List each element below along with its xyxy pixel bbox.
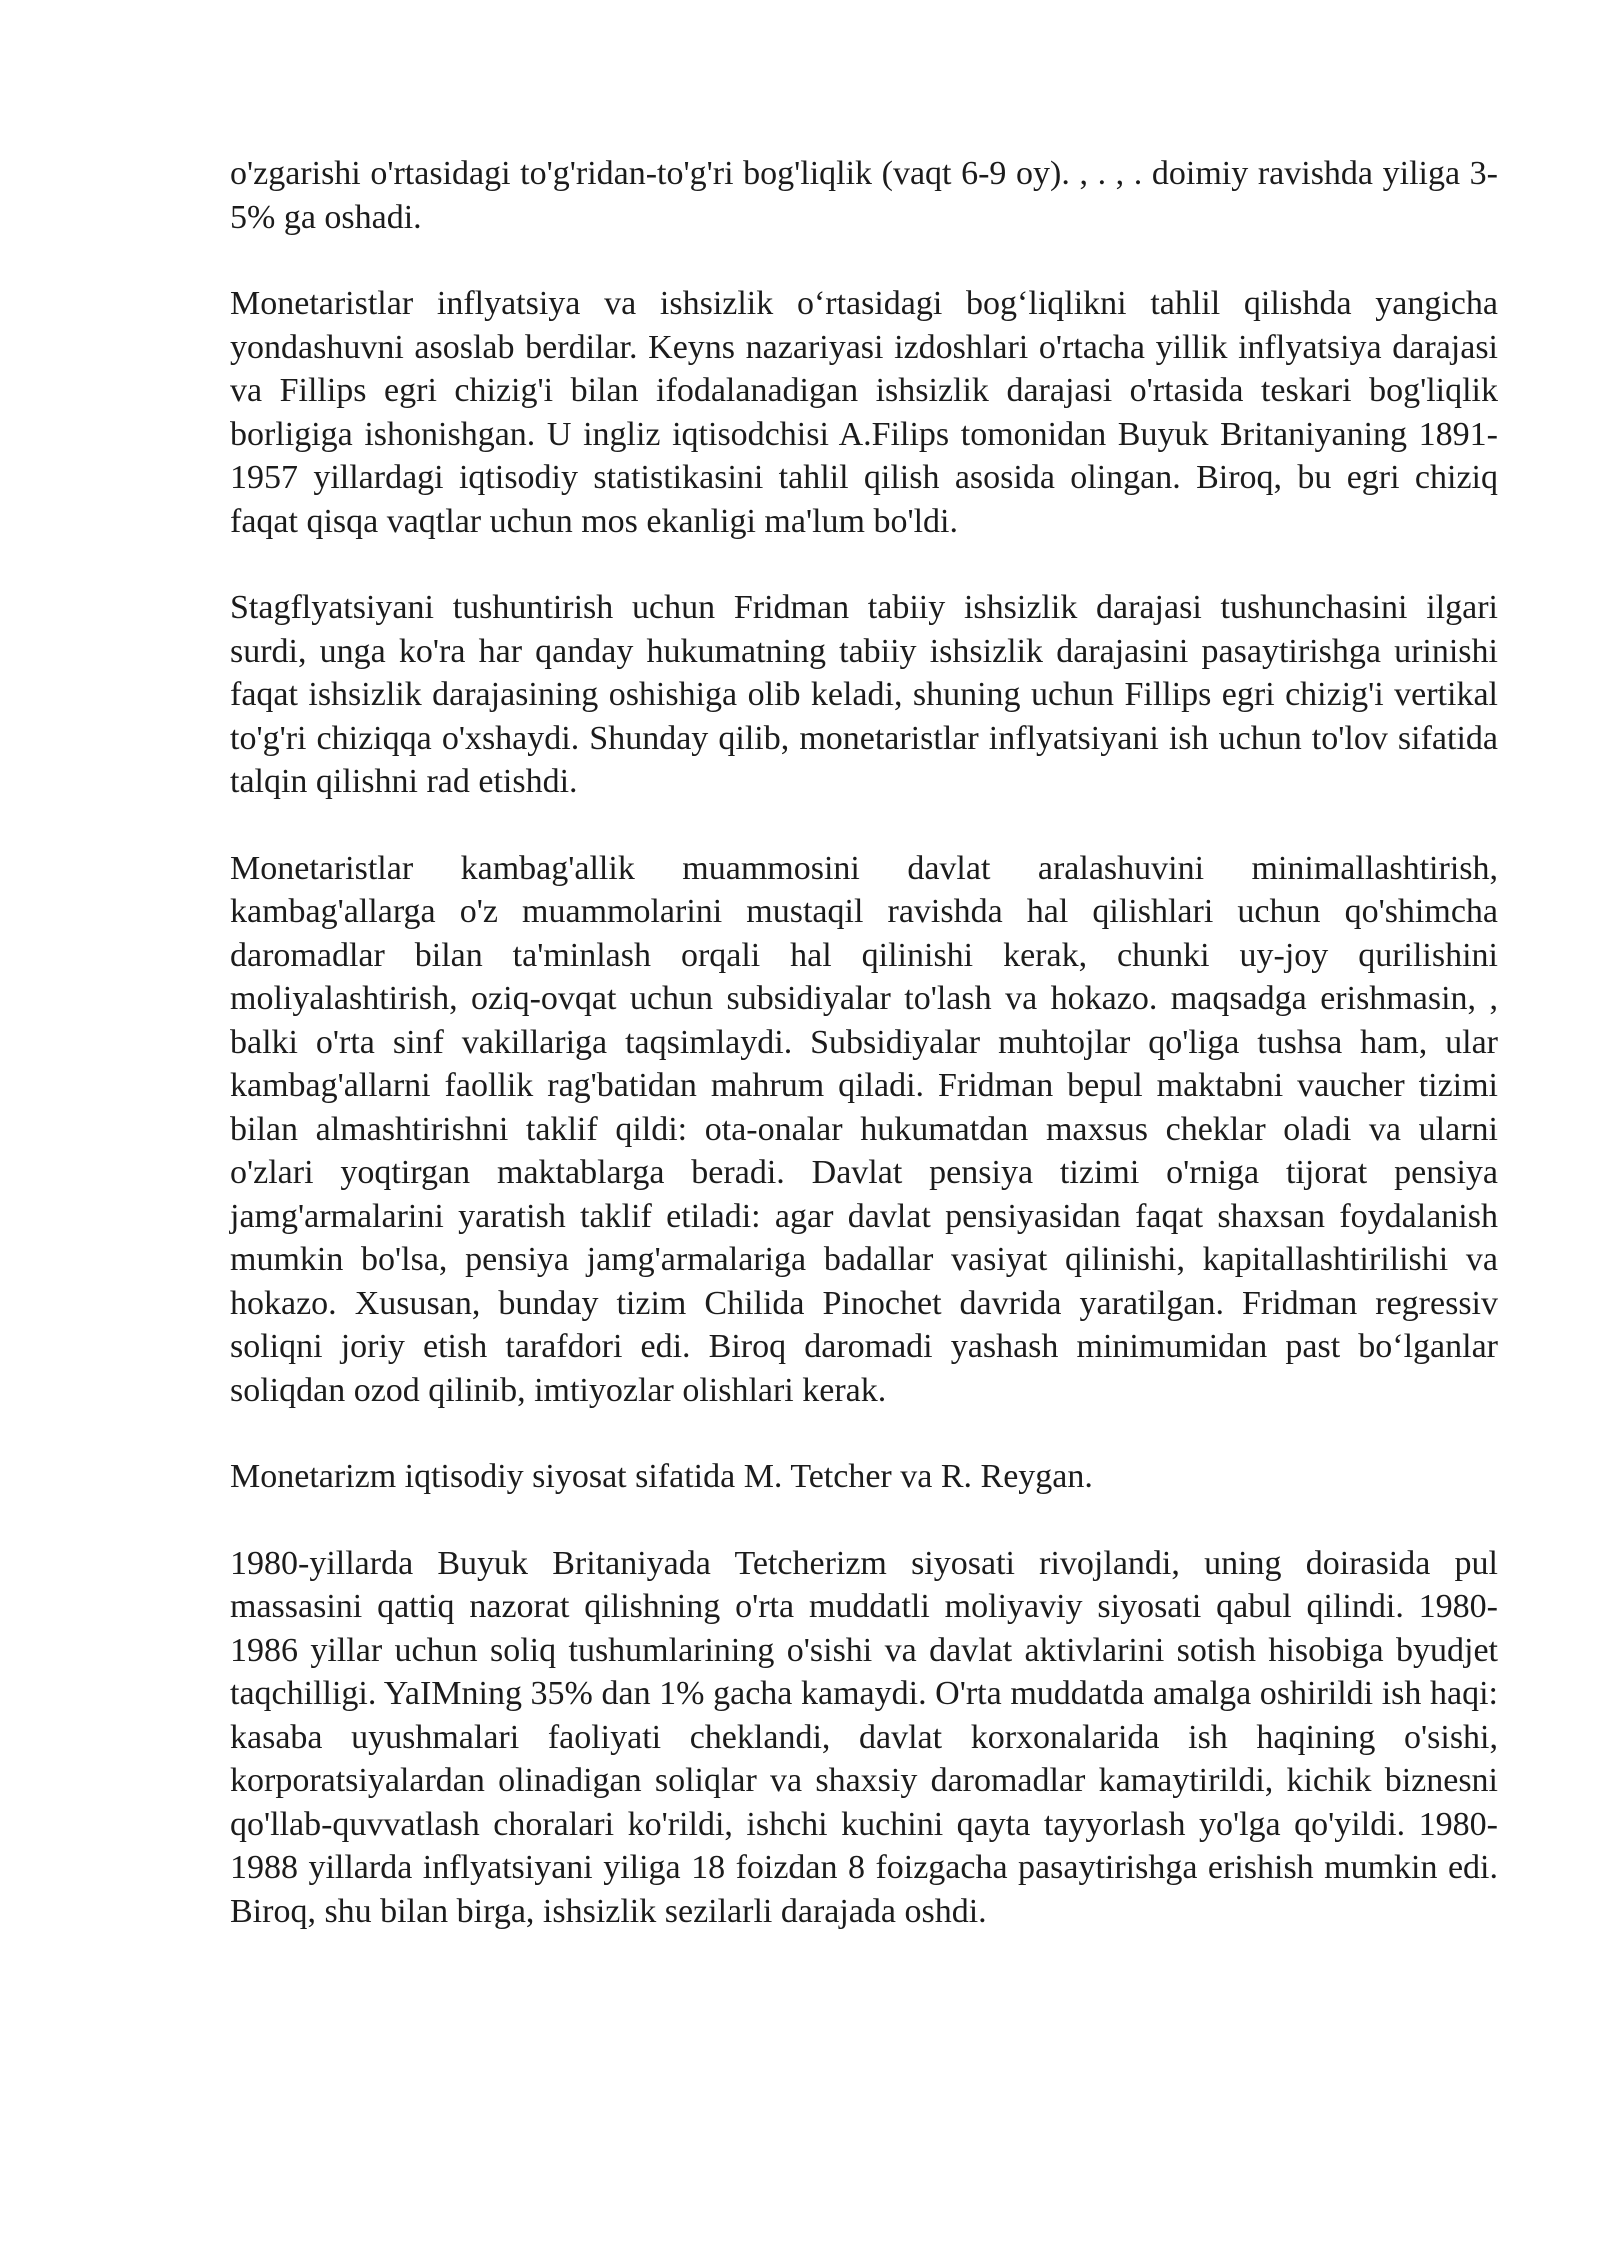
paragraph-4: Monetaristlar kambag'allik muammosini davlat aralashuvini minimallashtirish, kambag'allarga o'z muammolarini mustaqil ravishda hal qilishlari uchun qo'shimcha daromadlar bilan ta'minlash orqali hal qilinishi kerak, chunki uy-joy qurilishini moliyalashtirish, oziq-ovqat uchun subsidiyalar to'lash va hokazo. maqsadga erishmasin, , balki o'rta sinf vakillariga taqsimlaydi. Subsidiyalar muhtojlar qo'liga tushsa ham, ular kambag'allarni faollik rag'batidan mahrum qiladi. Fridman bepul maktabni vaucher tizimi bilan almashtirishni taklif qildi: ota-onalar hukumatdan maxsus cheklar oladi va ularni o'zlari yoqtirgan maktablarga beradi. Davlat pensiya tizimi o'rniga tijorat pensiya jamg'armalarini yaratish taklif etiladi: agar davlat pensiyasidan faqat shaxsan foydalanish mumkin bo'lsa, pensiya jamg'armalariga badallar vasiyat qilinishi, kapitallashtirilishi va hokazo. Xususan, bunday tizim Chilida Pinochet davrida yaratilgan. Fridman regressiv soliqni joriy etish tarafdori edi. Biroq daromadi yashash minimumidan past bo‘lganlar soliqdan ozod qilinib, imtiyozlar olishlari kerak. (230, 849, 1498, 1409)
paragraph-6: 1980-yillarda Buyuk Britaniyada Tetcherizm siyosati rivojlandi, uning doirasida pul massasini qattiq nazorat qilishning o'rta muddatli moliyaviy siyosati qabul qilindi. 1980-1986 yillar uchun soliq tushumlarining o'sishi va davlat aktivlarini sotish hisobiga byudjet taqchilligi. YaIMning 35% dan 1% gacha kamaydi. O'rta muddatda amalga oshirildi ish haqi: kasaba uyushmalari faoliyati cheklandi, davlat korxonalarida ish haqining o'sishi, korporatsiyalardan olinadigan soliqlar va shaxsiy daromadlar kamaytirildi, kichik biznesni qo'llab-quvvatlash choralari ko'rildi, ishchi kuchini qayta tayyorlash yo'lga qo'yildi. 1980-1988 yillarda inflyatsiyani yiliga 18 foizdan 8 foizgacha pasaytirishga erishish mumkin edi. Biroq, shu bilan birga, ishsizlik sezilarli darajada oshdi. (230, 1544, 1498, 1930)
paragraph-2: Monetaristlar inflyatsiya va ishsizlik o‘rtasidagi bog‘liqlikni tahlil qilishda yangicha yondashuvni asoslab berdilar. Keyns nazariyasi izdoshlari o'rtacha yillik inflyatsiya darajasi va Fillips egri chizig'i bilan ifodalanadigan ishsizlik darajasi o'rtasida teskari bog'liqlik borligiga ishonishgan. U ingliz iqtisodchisi A.Filips tomonidan Buyuk Britaniyaning 1891-1957 yillardagi iqtisodiy statistikasini tahlil qilish asosida olingan. Biroq, bu egri chiziq faqat qisqa vaqtlar uchun mos ekanligi ma'lum bo'ldi. (230, 285, 1498, 540)
paragraph-1: o'zgarishi o'rtasidagi to'g'ridan-to'g'ri bog'liqlik (vaqt 6-9 oy). , . , . doimiy ravishda yiliga 3-5% ga oshadi. (230, 155, 1498, 236)
paragraph-3: Stagflyatsiyani tushuntirish uchun Fridman tabiiy ishsizlik darajasi tushunchasini ilgari surdi, unga ko'ra har qanday hukumatning tabiiy ishsizlik darajasini pasaytirishga urinishi faqat ishsizlik darajasining oshishiga olib keladi, shuning uchun Fillips egri chizig'i vertikal to'g'ri chiziqqa o'xshaydi. Shunday qilib, monetaristlar inflyatsiyani ish uchun to'lov sifatida talqin qilishni rad etishdi. (230, 589, 1498, 800)
document-page (230, 152, 1498, 1976)
section-heading: Monetarizm iqtisodiy siyosat sifatida M. Tetcher va R. Reygan. (230, 1458, 1093, 1495)
